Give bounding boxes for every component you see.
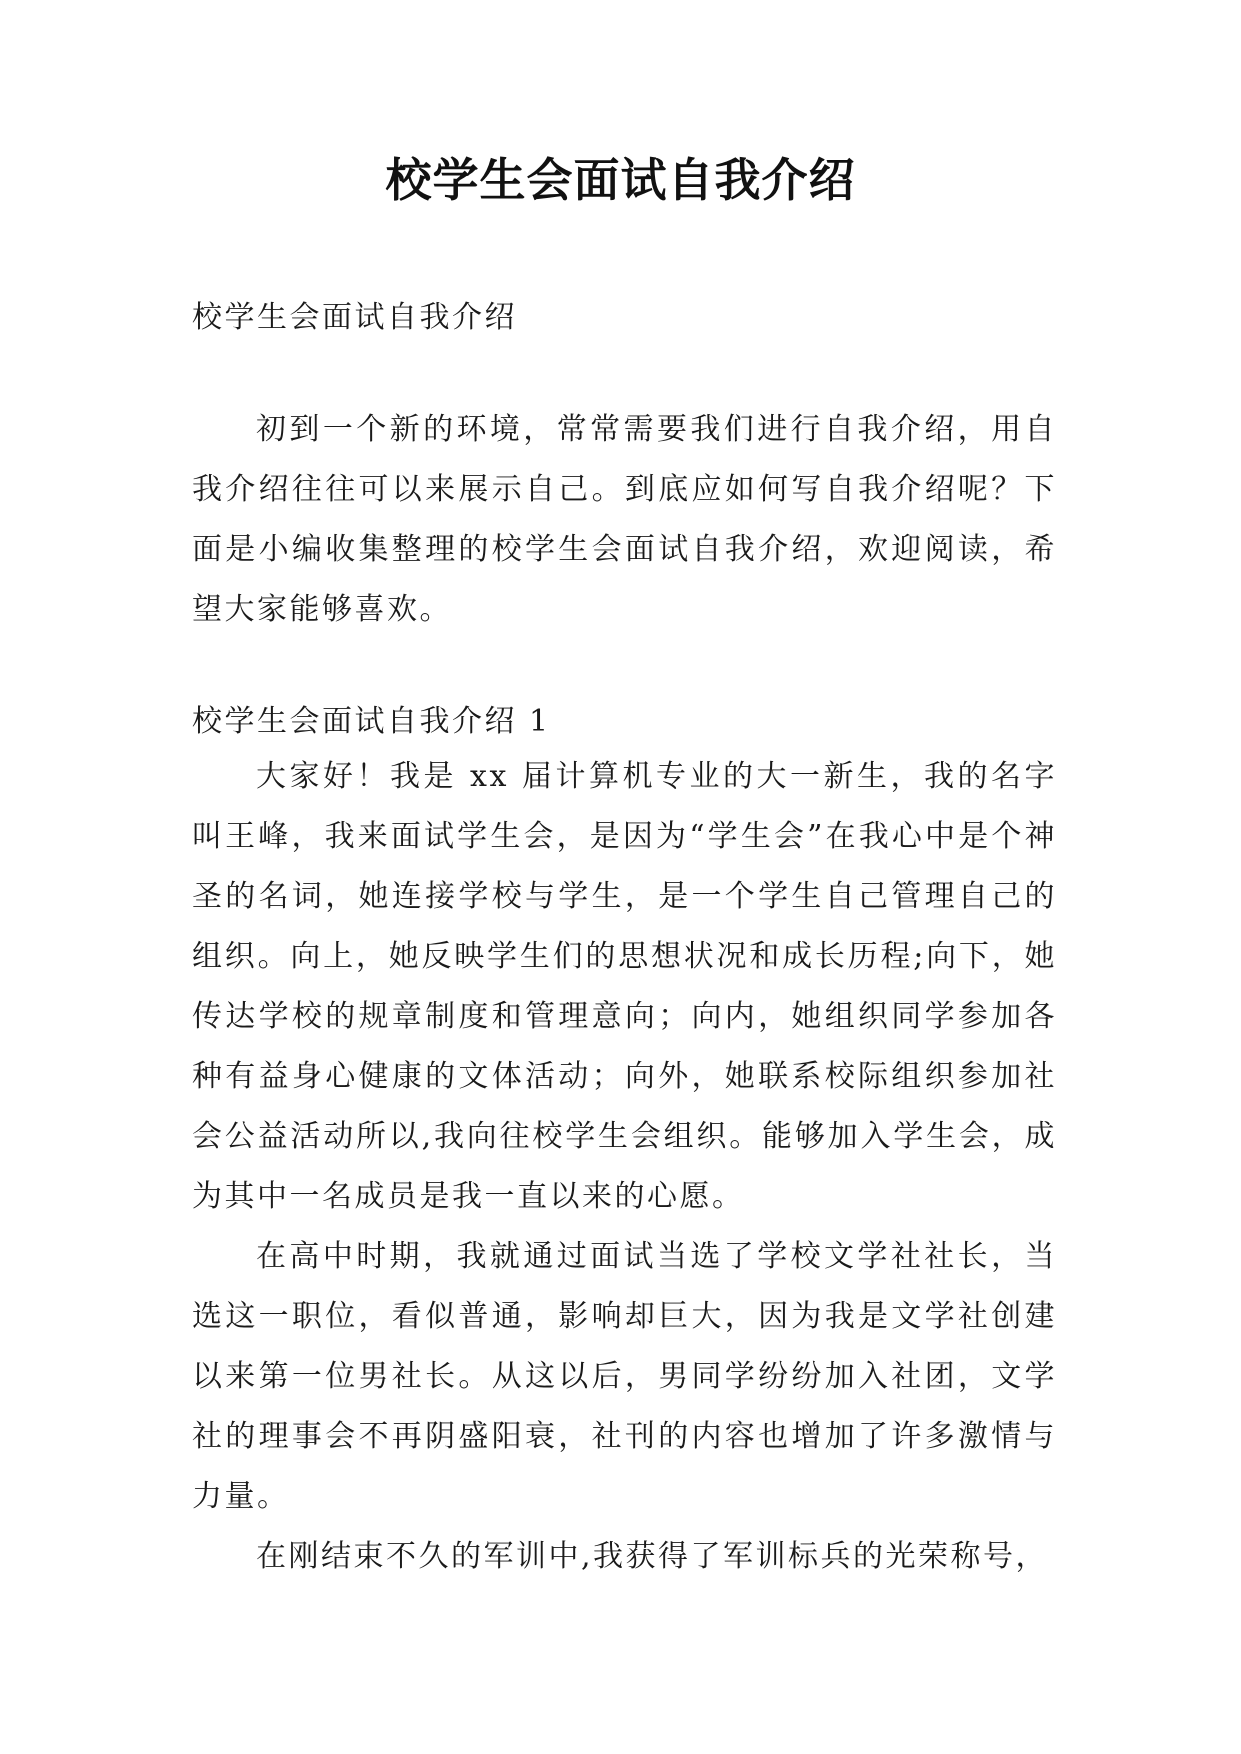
intro-paragraph: 初到一个新的环境，常常需要我们进行自我介绍，用自我介绍往往可以来展示自己。到底应如何写自我介绍呢？下面是小编收集整理的校学生会面试自我介绍，欢迎阅读，希望大家能够喜欢。 — [192, 412, 1057, 627]
section-heading: 校学生会面试自我介绍 1 — [192, 704, 551, 739]
body-paragraph: 在高中时期，我就通过面试当选了学校文学社社长，当选这一职位，看似普通，影响却巨大，因为我是文学社创建以来第一位男社长。从这以后，男同学纷纷加入社团，文学社的理事会不再阴盛阳衰，社刊的内容也增加了许多激情与力量。 — [192, 1239, 1057, 1514]
section-content — [192, 747, 1057, 1587]
document-title: 校学生会面试自我介绍 — [385, 153, 856, 207]
body-paragraph: 大家好！我是 xx 届计算机专业的大一新生，我的名字叫王峰，我来面试学生会，是因为“学生会”在我心中是个神圣的名词，她连接学校与学生，是一个学生自己管理自己的组织。向上，她反映学生们的思想状况和成长历程;向下，她传达学校的规章制度和管理意向；向内，她组织同学参加各种有益身心健康的文体活动；向外，她联系校际组织参加社会公益活动所以,我向往校学生会组织。能够加入学生会，成为其中一名成员是我一直以来的心愿。 — [192, 759, 1057, 1214]
body-paragraph: 在刚结束不久的军训中,我获得了军训标兵的光荣称号， — [256, 1539, 1049, 1574]
document-subtitle: 校学生会面试自我介绍 — [192, 300, 517, 335]
